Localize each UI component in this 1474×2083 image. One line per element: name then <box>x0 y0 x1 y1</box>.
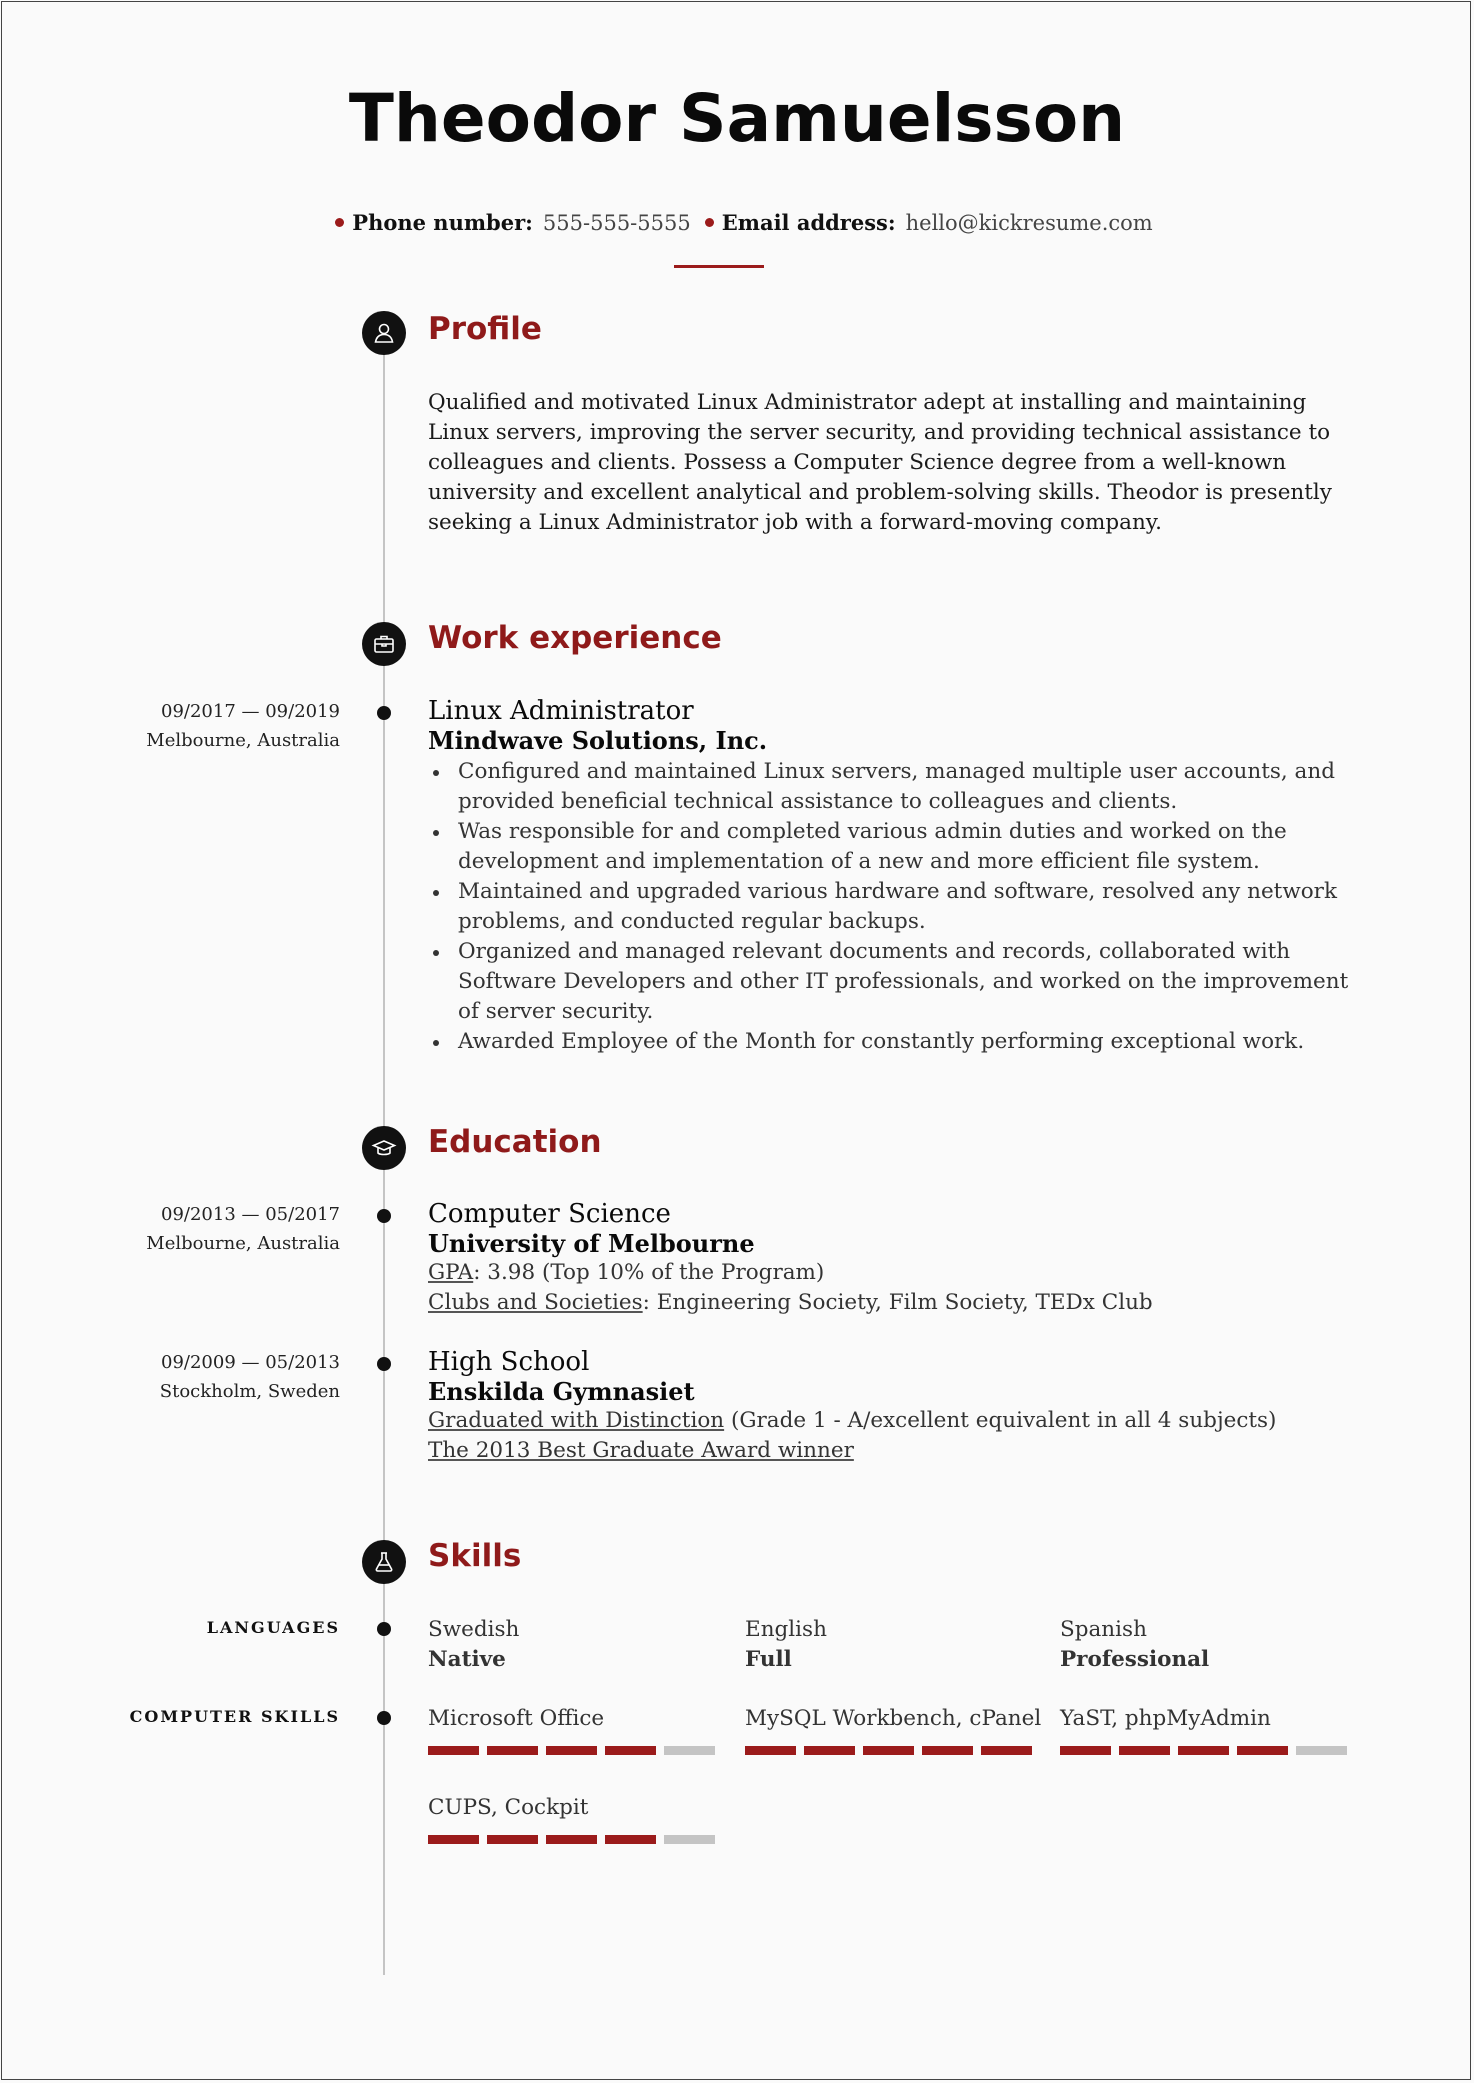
degree-title: High School <box>428 1347 590 1377</box>
graduation-cap-icon <box>362 1126 406 1170</box>
skill-name: YaST, phpMyAdmin <box>1060 1706 1271 1731</box>
education-entry-1 <box>428 1200 1368 1318</box>
education-meta-2 <box>60 1348 340 1406</box>
responsibilities-list <box>428 757 1368 1057</box>
skill-rating-bar <box>1060 1746 1360 1755</box>
rating-segment-filled <box>546 1746 597 1755</box>
timeline-bullet <box>377 1209 391 1223</box>
profile-text: Qualified and motivated Linux Administrator adept at installing and maintaining Linux servers, improving the server security, and providing technical assistance to colleagues and clients. Possess a Computer Science degree from a well-known university and excellent analytical and problem-solving skills. Theodor is presently seeking a Linux Administrator job with a forward-moving company. <box>428 390 1332 535</box>
education-meta-1 <box>60 1200 340 1258</box>
language-item <box>1060 1615 1360 1675</box>
contact-line <box>0 210 1474 235</box>
gpa-line <box>428 1258 1368 1288</box>
education-entry-2 <box>428 1348 1368 1466</box>
education-location: Melbourne, Australia <box>146 1233 340 1254</box>
degree-title: Computer Science <box>428 1199 671 1229</box>
rating-segment-filled <box>863 1746 914 1755</box>
flask-icon <box>362 1540 406 1584</box>
rating-segment-filled <box>1060 1746 1111 1755</box>
languages-label: LANGUAGES <box>206 1618 340 1637</box>
skill-rating-bar <box>745 1746 1045 1755</box>
clubs-detail: : Engineering Society, Film Society, TEDx Club <box>642 1290 1153 1315</box>
list-item: Configured and maintained Linux servers, managed multiple user accounts, and provided beneficial technical assistance to colleagues and clients. <box>458 757 1368 817</box>
rating-segment-filled <box>428 1746 479 1755</box>
distinction-detail: (Grade 1 - A/excellent equivalent in all 4 subjects) <box>724 1408 1277 1433</box>
timeline-bullet <box>377 1357 391 1371</box>
language-item <box>745 1615 1045 1675</box>
rating-segment-filled <box>546 1835 597 1844</box>
skill-rating-bar <box>428 1746 728 1755</box>
rating-segment-empty <box>664 1746 715 1755</box>
gpa-link[interactable]: GPA <box>428 1260 474 1285</box>
rating-segment-filled <box>804 1746 855 1755</box>
distinction-line <box>428 1406 1368 1436</box>
rating-segment-filled <box>1119 1746 1170 1755</box>
education-dates: 09/2009 — 05/2013 <box>161 1352 340 1373</box>
language-name: Spanish <box>1060 1617 1147 1642</box>
skill-name: CUPS, Cockpit <box>428 1795 589 1820</box>
timeline-bullet <box>377 706 391 720</box>
rating-segment-filled <box>1178 1746 1229 1755</box>
work-location: Melbourne, Australia <box>146 730 340 751</box>
computer-skill-item <box>1060 1704 1360 1755</box>
education-location: Stockholm, Sweden <box>159 1381 340 1402</box>
list-item: Maintained and upgraded various hardware and software, resolved any network problems, and conducted regular backups. <box>458 877 1368 937</box>
rating-segment-filled <box>487 1746 538 1755</box>
contact-dot <box>335 218 344 227</box>
rating-segment-filled <box>981 1746 1032 1755</box>
distinction-link[interactable]: Graduated with Distinction <box>428 1408 725 1433</box>
work-entry <box>428 697 1368 1057</box>
work-meta <box>60 697 340 755</box>
email-label: Email address: <box>721 210 896 235</box>
skills-heading: Skills <box>428 1538 522 1574</box>
school-name: University of Melbourne <box>428 1229 755 1258</box>
phone-label: Phone number: <box>352 210 533 235</box>
candidate-name: Theodor Samuelsson <box>348 80 1126 157</box>
education-dates: 09/2013 — 05/2017 <box>161 1204 340 1225</box>
gpa-detail: : 3.98 (Top 10% of the Program) <box>473 1260 825 1285</box>
email-value[interactable]: hello@kickresume.com <box>905 211 1153 235</box>
language-level: Professional <box>1060 1647 1210 1672</box>
computer-skill-item <box>428 1793 728 1844</box>
timeline-bullet <box>377 1622 391 1636</box>
rating-segment-filled <box>745 1746 796 1755</box>
school-name: Enskilda Gymnasiet <box>428 1377 695 1406</box>
briefcase-icon <box>362 622 406 666</box>
contact-dot <box>705 218 714 227</box>
list-item: Was responsible for and completed various admin duties and worked on the development and implementation of a new and more efficient file system. <box>458 817 1368 877</box>
rating-segment-empty <box>664 1835 715 1844</box>
company-name: Mindwave Solutions, Inc. <box>428 726 768 755</box>
work-dates: 09/2017 — 09/2019 <box>161 701 340 722</box>
rating-segment-filled <box>428 1835 479 1844</box>
rating-segment-filled <box>605 1746 656 1755</box>
language-level: Full <box>745 1647 792 1672</box>
job-title: Linux Administrator <box>428 696 694 726</box>
phone-value[interactable]: 555-555-5555 <box>542 211 691 235</box>
language-item <box>428 1615 728 1675</box>
rating-segment-filled <box>922 1746 973 1755</box>
list-item: Organized and managed relevant documents and records, collaborated with Software Developers and other IT professionals, and worked on the improvement of server security. <box>458 937 1368 1027</box>
language-level: Native <box>428 1647 506 1672</box>
profile-heading: Profile <box>428 311 542 347</box>
timeline-bullet <box>377 1711 391 1725</box>
skill-name: Microsoft Office <box>428 1706 605 1731</box>
computer-skill-item <box>428 1704 728 1755</box>
award-link[interactable]: The 2013 Best Graduate Award winner <box>428 1438 854 1463</box>
rating-segment-filled <box>1237 1746 1288 1755</box>
clubs-link[interactable]: Clubs and Societies <box>428 1290 643 1315</box>
work-heading: Work experience <box>428 620 722 656</box>
rating-segment-filled <box>487 1835 538 1844</box>
computer-skills-label: COMPUTER SKILLS <box>129 1707 340 1726</box>
award-line <box>428 1436 1368 1466</box>
skill-name: MySQL Workbench, cPanel <box>745 1706 1042 1731</box>
skill-rating-bar <box>428 1835 728 1844</box>
rating-segment-empty <box>1296 1746 1347 1755</box>
person-icon <box>362 311 406 355</box>
list-item: Awarded Employee of the Month for constantly performing exceptional work. <box>458 1027 1368 1057</box>
language-name: Swedish <box>428 1617 520 1642</box>
rating-segment-filled <box>605 1835 656 1844</box>
clubs-line <box>428 1288 1368 1318</box>
header-divider <box>674 265 764 268</box>
computer-skill-item <box>745 1704 1045 1755</box>
language-name: English <box>745 1617 827 1642</box>
education-heading: Education <box>428 1124 602 1160</box>
